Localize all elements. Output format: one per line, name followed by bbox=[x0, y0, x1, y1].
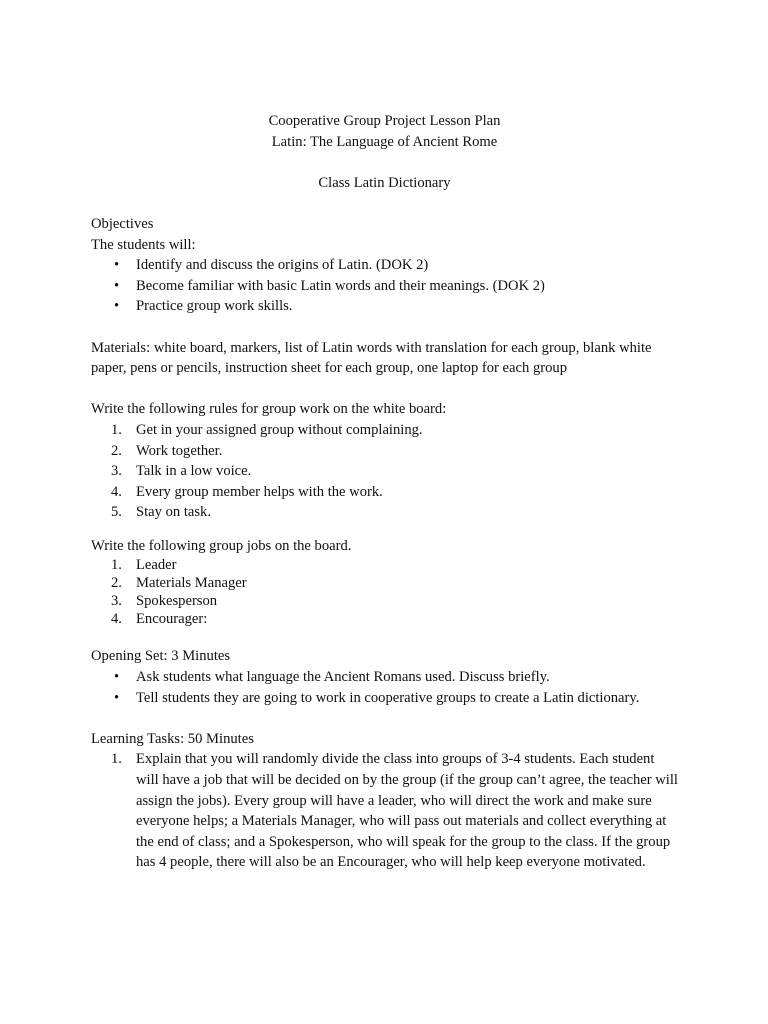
list-item bbox=[91, 574, 678, 592]
list-number: 3. bbox=[111, 593, 122, 610]
job-text: Spokesperson bbox=[136, 593, 218, 610]
rule-text: Get in your assigned group without complaining. bbox=[136, 421, 423, 438]
project-title: Class Latin Dictionary bbox=[318, 174, 451, 191]
objectives-section bbox=[91, 214, 678, 317]
list-number: 5. bbox=[111, 504, 122, 521]
jobs-intro: Write the following group jobs on the board. bbox=[91, 537, 352, 554]
learning-tasks-section bbox=[91, 729, 678, 873]
rules-section bbox=[91, 399, 678, 523]
course-title: Latin: The Language of Ancient Rome bbox=[271, 133, 498, 150]
objective-text: Practice group work skills. bbox=[136, 298, 293, 315]
list-number: 1. bbox=[111, 557, 122, 574]
list-number: 2. bbox=[111, 575, 122, 592]
objectives-heading: Objectives bbox=[91, 215, 154, 232]
title-block bbox=[91, 111, 678, 152]
opening-set-list bbox=[91, 667, 678, 708]
list-item bbox=[91, 667, 678, 688]
rule-text: Talk in a low voice. bbox=[136, 463, 252, 480]
learning-tasks-heading: Learning Tasks: 50 Minutes bbox=[91, 730, 254, 747]
opening-set-text: Tell students they are going to work in cooperative groups to create a Latin dictionary. bbox=[136, 689, 640, 706]
list-item bbox=[91, 482, 678, 503]
learning-tasks-list bbox=[91, 749, 678, 873]
list-item bbox=[91, 420, 678, 441]
list-item bbox=[91, 255, 678, 276]
rule-text: Stay on task. bbox=[136, 504, 211, 521]
opening-set-text: Ask students what language the Ancient Romans used. Discuss briefly. bbox=[136, 669, 550, 686]
bullet-icon: • bbox=[114, 257, 120, 274]
rules-list bbox=[91, 420, 678, 523]
list-item bbox=[91, 749, 678, 873]
list-item bbox=[91, 688, 678, 709]
opening-set-section bbox=[91, 646, 678, 708]
list-number: 2. bbox=[111, 442, 122, 459]
materials-section bbox=[91, 338, 678, 379]
learning-task-text: Explain that you will randomly divide the class into groups of 3-4 students. Each student will have a job that will be decided on by the group (if the group can’t agree, the teacher will assign the jobs). Every group will have a leader, who will direct the work and make sure everyone helps; a Materials Manager, who will pass out materials and collect everything at the end of class; and a Spokesperson, who will speak for the group to the class. If the group has 4 people, there will also be an Encourager, who will help keep everyone motivated. bbox=[136, 751, 678, 871]
list-item bbox=[91, 296, 678, 317]
opening-set-heading: Opening Set: 3 Minutes bbox=[91, 648, 231, 665]
rule-text: Work together. bbox=[136, 442, 223, 459]
list-number: 1. bbox=[111, 421, 122, 438]
materials-text: Materials: white board, markers, list of Latin words with translation for each group, blank white paper, pens or pencils, instruction sheet for each group, one laptop for each group bbox=[91, 339, 652, 377]
document-title: Cooperative Group Project Lesson Plan bbox=[268, 113, 501, 129]
list-item bbox=[91, 461, 678, 482]
list-number: 1. bbox=[111, 751, 122, 768]
bullet-icon: • bbox=[114, 669, 120, 686]
list-item bbox=[91, 276, 678, 297]
job-text: Leader bbox=[136, 557, 177, 574]
rules-intro: Write the following rules for group work on the white board: bbox=[91, 401, 447, 418]
list-item bbox=[91, 592, 678, 610]
list-item bbox=[91, 441, 678, 462]
list-number: 3. bbox=[111, 463, 122, 480]
objectives-intro: The students will: bbox=[91, 236, 196, 253]
bullet-icon: • bbox=[114, 689, 120, 706]
jobs-section bbox=[91, 536, 678, 629]
list-number: 4. bbox=[111, 611, 122, 628]
list-item bbox=[91, 556, 678, 574]
jobs-list bbox=[91, 556, 678, 628]
list-item bbox=[91, 610, 678, 628]
list-item bbox=[91, 502, 678, 523]
bullet-icon: • bbox=[114, 298, 120, 315]
rule-text: Every group member helps with the work. bbox=[136, 483, 383, 500]
bullet-icon: • bbox=[114, 277, 120, 294]
objectives-list bbox=[91, 255, 678, 317]
job-text: Encourager: bbox=[136, 611, 208, 628]
job-text: Materials Manager bbox=[136, 575, 247, 592]
objective-text: Become familiar with basic Latin words and their meanings. (DOK 2) bbox=[136, 277, 545, 294]
objective-text: Identify and discuss the origins of Latin. (DOK 2) bbox=[136, 257, 429, 274]
list-number: 4. bbox=[111, 483, 122, 500]
